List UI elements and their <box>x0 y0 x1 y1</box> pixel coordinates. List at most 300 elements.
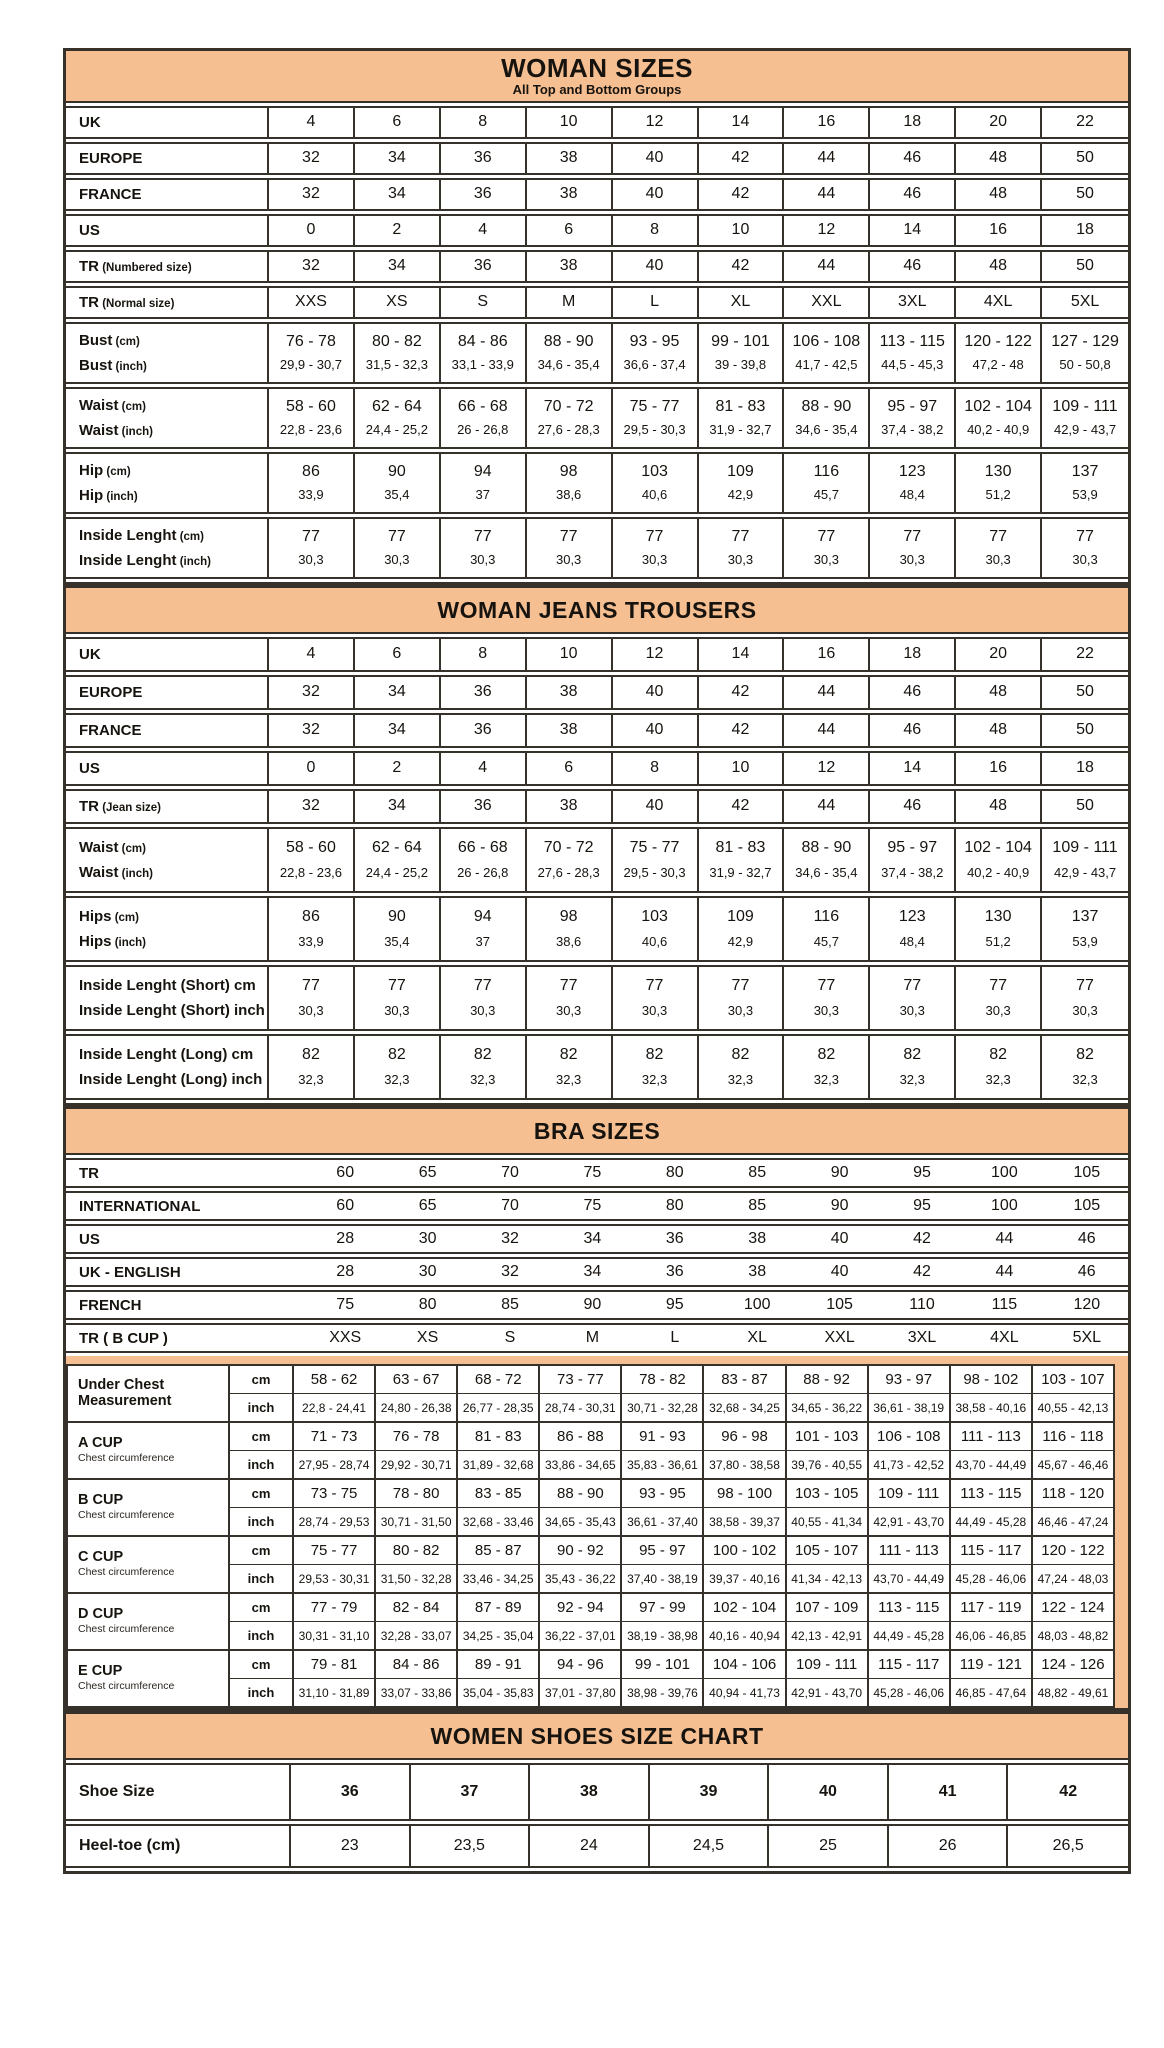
size-value: 100 <box>743 1295 771 1313</box>
size-value-inch: 51,2 <box>985 487 1011 503</box>
cup-cm-cell <box>538 1537 620 1565</box>
size-cell <box>956 144 1042 173</box>
size-value-cm: 130 <box>984 462 1012 480</box>
cup-cm-cell <box>1031 1594 1113 1622</box>
size-value-cm: 77 <box>731 976 750 994</box>
size-value: 22 <box>1076 113 1094 131</box>
cup-inch-cell <box>867 1622 949 1649</box>
size-value-cm: 77 <box>387 976 406 994</box>
size-cell <box>386 1259 468 1285</box>
size-value: 46 <box>903 257 922 275</box>
size-value: 40 <box>645 149 664 167</box>
cup-inch-cell <box>785 1508 867 1535</box>
row-label-top-note: (cm) <box>112 336 140 349</box>
cup-cm-value: 103 - 107 <box>1041 1371 1105 1388</box>
size-cell <box>870 180 956 209</box>
size-value: 40 <box>645 257 664 275</box>
size-cell <box>870 144 956 173</box>
size-cell <box>527 967 613 1029</box>
size-value: 40 <box>645 185 664 203</box>
cup-row-label <box>68 1537 228 1592</box>
cup-cm-value: 87 - 89 <box>474 1599 522 1616</box>
cup-cm-cell <box>1031 1366 1113 1394</box>
size-value-cm: 77 <box>645 527 664 545</box>
row-label <box>66 639 269 670</box>
size-cell <box>269 454 355 512</box>
cup-inch-value: 44,49 - 45,28 <box>873 1628 945 1643</box>
size-value-cm: 82 <box>903 1045 922 1063</box>
size-cell <box>551 1292 633 1318</box>
size-cell <box>355 252 441 281</box>
table-row <box>66 286 1128 319</box>
size-value-cm: 137 <box>1071 907 1099 925</box>
size-cell <box>1042 324 1128 382</box>
cup-inch-value: 38,58 - 39,37 <box>709 1514 780 1529</box>
size-value: 36 <box>473 185 492 203</box>
row-label-top-text: Inside Lenght (Long) cm <box>79 1045 254 1063</box>
size-cell <box>613 454 699 512</box>
cup-cm-value: 75 - 77 <box>310 1542 358 1559</box>
size-value: 46 <box>903 185 922 203</box>
row-label-top-note: (cm) <box>118 401 146 414</box>
size-cell <box>441 216 527 245</box>
row-label <box>66 1765 291 1819</box>
cup-inch-cell <box>867 1394 949 1421</box>
row-label-text: TR <box>79 258 99 275</box>
cup-inch-value: 46,06 - 46,85 <box>955 1628 1027 1643</box>
size-value: 0 <box>306 221 316 239</box>
cup-cm-cell <box>456 1537 538 1565</box>
size-value: 95 <box>913 1163 931 1181</box>
size-value: 38 <box>559 185 578 203</box>
row-label-bottom <box>79 487 138 504</box>
size-value: 85 <box>748 1196 767 1214</box>
size-cell <box>613 715 699 746</box>
size-value: 5XL <box>1070 293 1100 311</box>
size-cell <box>355 967 441 1029</box>
size-cell <box>527 108 613 137</box>
size-value-cm: 130 <box>984 907 1012 925</box>
size-cell <box>699 252 785 281</box>
size-value: 32 <box>501 1262 519 1280</box>
size-cell <box>355 1036 441 1098</box>
size-value: 30 <box>418 1262 437 1280</box>
size-cell <box>441 288 527 317</box>
size-cell <box>441 715 527 746</box>
size-cell <box>441 791 527 822</box>
cup-row-label-note: Chest circumference <box>78 1509 175 1522</box>
unit-label-cm: cm <box>228 1594 292 1622</box>
table-row <box>66 322 1128 384</box>
size-cell <box>784 324 870 382</box>
cup-row-label <box>68 1480 228 1535</box>
table-row <box>66 637 1128 672</box>
cup-cm-cell <box>538 1651 620 1679</box>
size-cell <box>411 1826 531 1866</box>
woman-jeans-section <box>63 585 1131 1106</box>
size-value-inch: 41,7 - 42,5 <box>795 357 858 373</box>
size-value-cm: 103 <box>641 907 668 925</box>
cup-cm-cell <box>620 1651 702 1679</box>
cup-cm-cell <box>538 1480 620 1508</box>
size-value-inch: 22,8 - 23,6 <box>279 422 343 438</box>
size-cell <box>784 252 870 281</box>
size-cell <box>1042 1036 1128 1098</box>
cup-cm-cell <box>867 1537 949 1565</box>
size-cell <box>699 389 785 447</box>
size-cell <box>269 519 355 577</box>
size-cell <box>613 252 699 281</box>
cup-inch-cell <box>456 1565 538 1592</box>
table-row <box>66 1034 1128 1100</box>
size-value: 105 <box>1073 1196 1101 1214</box>
size-value: 48 <box>989 257 1008 275</box>
cup-cm-cell <box>374 1423 456 1451</box>
cup-inch-value: 40,94 - 41,73 <box>709 1685 780 1700</box>
cup-inch-value: 24,80 - 26,38 <box>380 1400 452 1415</box>
size-cell <box>269 753 355 784</box>
cup-inch-value: 37,01 - 37,80 <box>544 1685 616 1700</box>
cup-cm-cell <box>702 1366 784 1394</box>
size-value-inch: 31,5 - 32,3 <box>365 357 428 373</box>
cup-inch-cell <box>292 1451 374 1478</box>
size-cell <box>441 829 527 891</box>
size-value-cm: 95 - 97 <box>887 397 938 415</box>
row-label-line <box>79 150 142 167</box>
size-cell <box>527 252 613 281</box>
cup-inch-value: 38,98 - 39,76 <box>627 1685 698 1700</box>
cup-inch-cell <box>1031 1394 1113 1421</box>
size-cell <box>551 1226 633 1252</box>
size-value: 44 <box>995 1262 1014 1280</box>
size-cell <box>650 1826 770 1866</box>
cup-cm-value: 78 - 80 <box>392 1485 440 1502</box>
size-value-cm: 82 <box>731 1045 750 1063</box>
cup-cm-cell <box>456 1423 538 1451</box>
size-cell <box>441 144 527 173</box>
size-value-cm: 98 <box>559 907 578 925</box>
size-value-cm: 77 <box>387 527 406 545</box>
size-value: 39 <box>699 1782 718 1800</box>
size-value-inch: 34,6 - 35,4 <box>537 357 600 373</box>
size-cell <box>716 1259 798 1285</box>
row-label-bottom-text: Inside Lenght (Long) inch <box>79 1071 263 1089</box>
size-value-inch: 39 - 39,8 <box>714 357 767 373</box>
row-label-top <box>79 908 139 925</box>
cup-inch-cell <box>620 1451 702 1478</box>
size-value: 42 <box>913 1229 931 1247</box>
cup-cm-cell <box>620 1537 702 1565</box>
size-value: 12 <box>645 113 664 131</box>
size-value-cm: 109 <box>727 462 754 480</box>
row-label-text: EUROPE <box>79 150 143 167</box>
size-value-inch: 27,6 - 28,3 <box>537 865 600 881</box>
size-value-cm: 106 - 108 <box>792 332 861 350</box>
size-value-inch: 33,9 <box>298 487 324 503</box>
size-cell <box>355 389 441 447</box>
row-label-line <box>79 1165 99 1182</box>
size-value: 65 <box>418 1196 437 1214</box>
size-cell <box>527 144 613 173</box>
table-row <box>66 1824 1128 1868</box>
cup-inch-cell <box>620 1508 702 1535</box>
size-cell <box>527 519 613 577</box>
size-cell <box>784 108 870 137</box>
size-value: 100 <box>991 1196 1018 1214</box>
size-cell <box>699 288 785 317</box>
size-cell <box>1042 288 1128 317</box>
cup-inch-cell <box>538 1451 620 1478</box>
row-label-line <box>79 114 101 131</box>
size-cell <box>870 829 956 891</box>
cup-cm-value: 95 - 97 <box>639 1542 686 1559</box>
row-label-bottom <box>79 864 153 881</box>
cup-cm-value: 103 - 105 <box>794 1485 859 1502</box>
cup-cm-cell <box>949 1423 1031 1451</box>
cup-inch-cell <box>867 1565 949 1592</box>
size-cell <box>613 791 699 822</box>
size-value: 42 <box>731 257 750 275</box>
size-cell <box>784 180 870 209</box>
size-cell <box>956 389 1042 447</box>
size-value-cm: 84 - 86 <box>457 332 508 350</box>
cup-cm-value: 71 - 73 <box>310 1428 358 1445</box>
size-cell <box>304 1259 386 1285</box>
size-cell <box>784 389 870 447</box>
size-value-inch: 30,3 <box>641 1003 668 1019</box>
size-cell <box>784 898 870 960</box>
cup-inch-value: 34,65 - 35,43 <box>544 1514 616 1529</box>
women-shoes-header <box>66 1714 1128 1760</box>
cup-inch-value: 48,03 - 48,82 <box>1037 1628 1109 1643</box>
cup-cm-value: 118 - 120 <box>1041 1485 1105 1502</box>
size-value: 2 <box>392 221 402 239</box>
size-value-inch: 32,3 <box>813 1072 839 1088</box>
cup-row-label-text: A CUP <box>78 1435 123 1452</box>
size-cell <box>963 1193 1045 1219</box>
size-cell <box>469 1226 551 1252</box>
cup-cm-value: 111 - 113 <box>878 1542 939 1559</box>
size-cell <box>527 753 613 784</box>
size-value-cm: 77 <box>903 976 922 994</box>
cup-inch-cell <box>374 1679 456 1706</box>
size-value-inch: 44,5 - 45,3 <box>881 357 944 373</box>
cup-inch-cell <box>949 1451 1031 1478</box>
cup-cm-cell <box>702 1480 784 1508</box>
size-value-cm: 81 - 83 <box>715 838 766 856</box>
row-label <box>66 1325 304 1351</box>
size-cell <box>784 967 870 1029</box>
table-row <box>66 1257 1128 1287</box>
row-label-text: TR <box>79 294 99 311</box>
size-value: 100 <box>991 1163 1018 1181</box>
women-shoes-rows <box>66 1763 1128 1871</box>
size-cell <box>269 180 355 209</box>
size-value-inch: 30,3 <box>298 552 324 568</box>
row-label-line <box>79 1231 100 1248</box>
size-cell <box>527 639 613 670</box>
size-cell <box>963 1325 1045 1351</box>
size-cell <box>699 324 785 382</box>
cup-cm-cell <box>374 1480 456 1508</box>
size-value: 44 <box>995 1229 1014 1247</box>
cup-inch-cell <box>785 1679 867 1706</box>
size-cell <box>784 519 870 577</box>
cup-cm-cell <box>949 1651 1031 1679</box>
size-cell <box>441 454 527 512</box>
cup-inch-cell <box>292 1508 374 1535</box>
size-value-cm: 77 <box>559 527 578 545</box>
size-cell <box>1046 1259 1128 1285</box>
size-value-cm: 88 - 90 <box>543 332 594 350</box>
size-cell <box>1042 252 1128 281</box>
size-cell <box>355 677 441 708</box>
size-cell <box>441 180 527 209</box>
size-cell <box>870 898 956 960</box>
size-value-cm: 82 <box>817 1045 836 1063</box>
row-label <box>66 252 269 281</box>
row-label <box>66 324 269 382</box>
cup-cm-value: 97 - 99 <box>639 1599 686 1616</box>
unit-label-inch: inch <box>228 1394 292 1421</box>
row-label-bottom-note: (inch) <box>118 425 153 438</box>
bra-cup-row <box>68 1366 1113 1421</box>
unit-label-cm: cm <box>228 1423 292 1451</box>
unit-label-cm: cm <box>228 1537 292 1565</box>
cup-cm-value: 92 - 94 <box>556 1599 604 1616</box>
cup-inch-cell <box>949 1622 1031 1649</box>
size-cell <box>386 1325 468 1351</box>
size-value: 34 <box>387 683 406 701</box>
size-cell <box>613 389 699 447</box>
size-cell <box>355 639 441 670</box>
size-cell <box>634 1226 716 1252</box>
size-value: 38 <box>748 1229 767 1247</box>
table-row <box>66 142 1128 175</box>
cup-inch-value: 22,8 - 24,41 <box>302 1400 367 1415</box>
table-row <box>66 1763 1128 1821</box>
cup-inch-value: 47,24 - 48,03 <box>1037 1571 1109 1586</box>
size-cell <box>527 791 613 822</box>
cup-row-label <box>68 1366 228 1421</box>
size-cell <box>956 108 1042 137</box>
row-label-top <box>79 977 256 994</box>
size-value: 40 <box>645 721 664 739</box>
size-cell <box>699 967 785 1029</box>
size-cell <box>634 1325 716 1351</box>
cup-inch-value: 38,58 - 40,16 <box>955 1400 1027 1415</box>
cup-cm-value: 105 - 107 <box>794 1542 859 1559</box>
size-cell <box>956 898 1042 960</box>
size-value-inch: 40,2 - 40,9 <box>967 422 1030 438</box>
size-value-cm: 75 - 77 <box>629 397 680 415</box>
size-value-inch: 47,2 - 48 <box>972 357 1024 373</box>
cup-inch-value: 30,31 - 31,10 <box>298 1628 370 1643</box>
cup-inch-cell <box>1031 1508 1113 1535</box>
size-cell <box>386 1160 468 1186</box>
size-cell <box>870 715 956 746</box>
size-value-cm: 77 <box>903 527 922 545</box>
bra-cup-row <box>68 1478 1113 1535</box>
cup-cm-value: 83 - 87 <box>721 1371 768 1388</box>
woman-sizes-rows <box>66 106 1128 582</box>
cup-inch-value: 29,92 - 30,71 <box>380 1457 452 1472</box>
size-cell <box>527 324 613 382</box>
cup-cm-value: 77 - 79 <box>310 1599 358 1616</box>
size-cell <box>527 677 613 708</box>
cup-cm-cell <box>785 1651 867 1679</box>
size-cell <box>1046 1193 1128 1219</box>
size-value: XL <box>730 293 751 311</box>
row-label-text: FRANCE <box>79 722 142 739</box>
size-cell <box>355 108 441 137</box>
cup-cm-value: 116 - 118 <box>1042 1428 1104 1445</box>
size-value: 48 <box>989 149 1008 167</box>
size-cell <box>699 639 785 670</box>
size-cell <box>291 1765 411 1819</box>
size-value-inch: 30,3 <box>384 552 410 568</box>
size-cell <box>634 1292 716 1318</box>
size-value: 48 <box>989 683 1008 701</box>
row-label-text: UK <box>79 646 101 663</box>
bra-sizes-section <box>63 1106 1131 1711</box>
cup-cm-cell <box>620 1594 702 1622</box>
size-cell <box>784 1036 870 1098</box>
cup-inch-cell <box>374 1565 456 1592</box>
cup-inch-cell <box>374 1451 456 1478</box>
row-label-text: TR <box>79 798 99 815</box>
size-value-inch: 37,4 - 38,2 <box>881 865 944 881</box>
cup-cm-cell <box>867 1594 949 1622</box>
size-value-inch: 37 <box>475 934 490 950</box>
size-value: 14 <box>903 221 922 239</box>
size-cell <box>956 216 1042 245</box>
size-cell <box>699 180 785 209</box>
cup-cm-value: 124 - 126 <box>1041 1656 1105 1673</box>
size-value-cm: 58 - 60 <box>286 838 336 856</box>
cup-cm-value: 73 - 77 <box>556 1371 604 1388</box>
row-label-line <box>79 1783 155 1801</box>
size-value: 41 <box>938 1782 957 1800</box>
size-value: 42 <box>731 797 750 815</box>
table-row <box>66 1290 1128 1320</box>
row-label-top-text: Waist <box>79 397 119 415</box>
cup-inch-cell <box>949 1565 1031 1592</box>
size-cell <box>784 829 870 891</box>
size-cell <box>889 1826 1009 1866</box>
cup-inch-value: 41,34 - 42,13 <box>791 1571 862 1586</box>
cup-cm-value: 113 - 115 <box>878 1599 940 1616</box>
cup-inch-cell <box>867 1508 949 1535</box>
size-cell <box>956 288 1042 317</box>
size-value-cm: 81 - 83 <box>715 397 766 415</box>
size-value-cm: 102 - 104 <box>964 397 1032 415</box>
row-label-text: Heel-toe (cm) <box>79 1837 181 1854</box>
row-label-line <box>79 646 101 663</box>
size-cell <box>956 791 1042 822</box>
cup-inch-cell <box>620 1394 702 1421</box>
size-cell <box>1042 519 1128 577</box>
size-value: 70 <box>501 1196 519 1214</box>
row-label <box>66 715 269 746</box>
size-value: 3XL <box>907 1328 937 1346</box>
size-cell <box>870 216 956 245</box>
size-value: 26,5 <box>1052 1836 1084 1854</box>
size-value-cm: 66 - 68 <box>457 397 508 415</box>
size-value-inch: 24,4 - 25,2 <box>365 865 428 881</box>
size-value-cm: 62 - 64 <box>371 397 422 415</box>
size-value: 34 <box>387 797 406 815</box>
